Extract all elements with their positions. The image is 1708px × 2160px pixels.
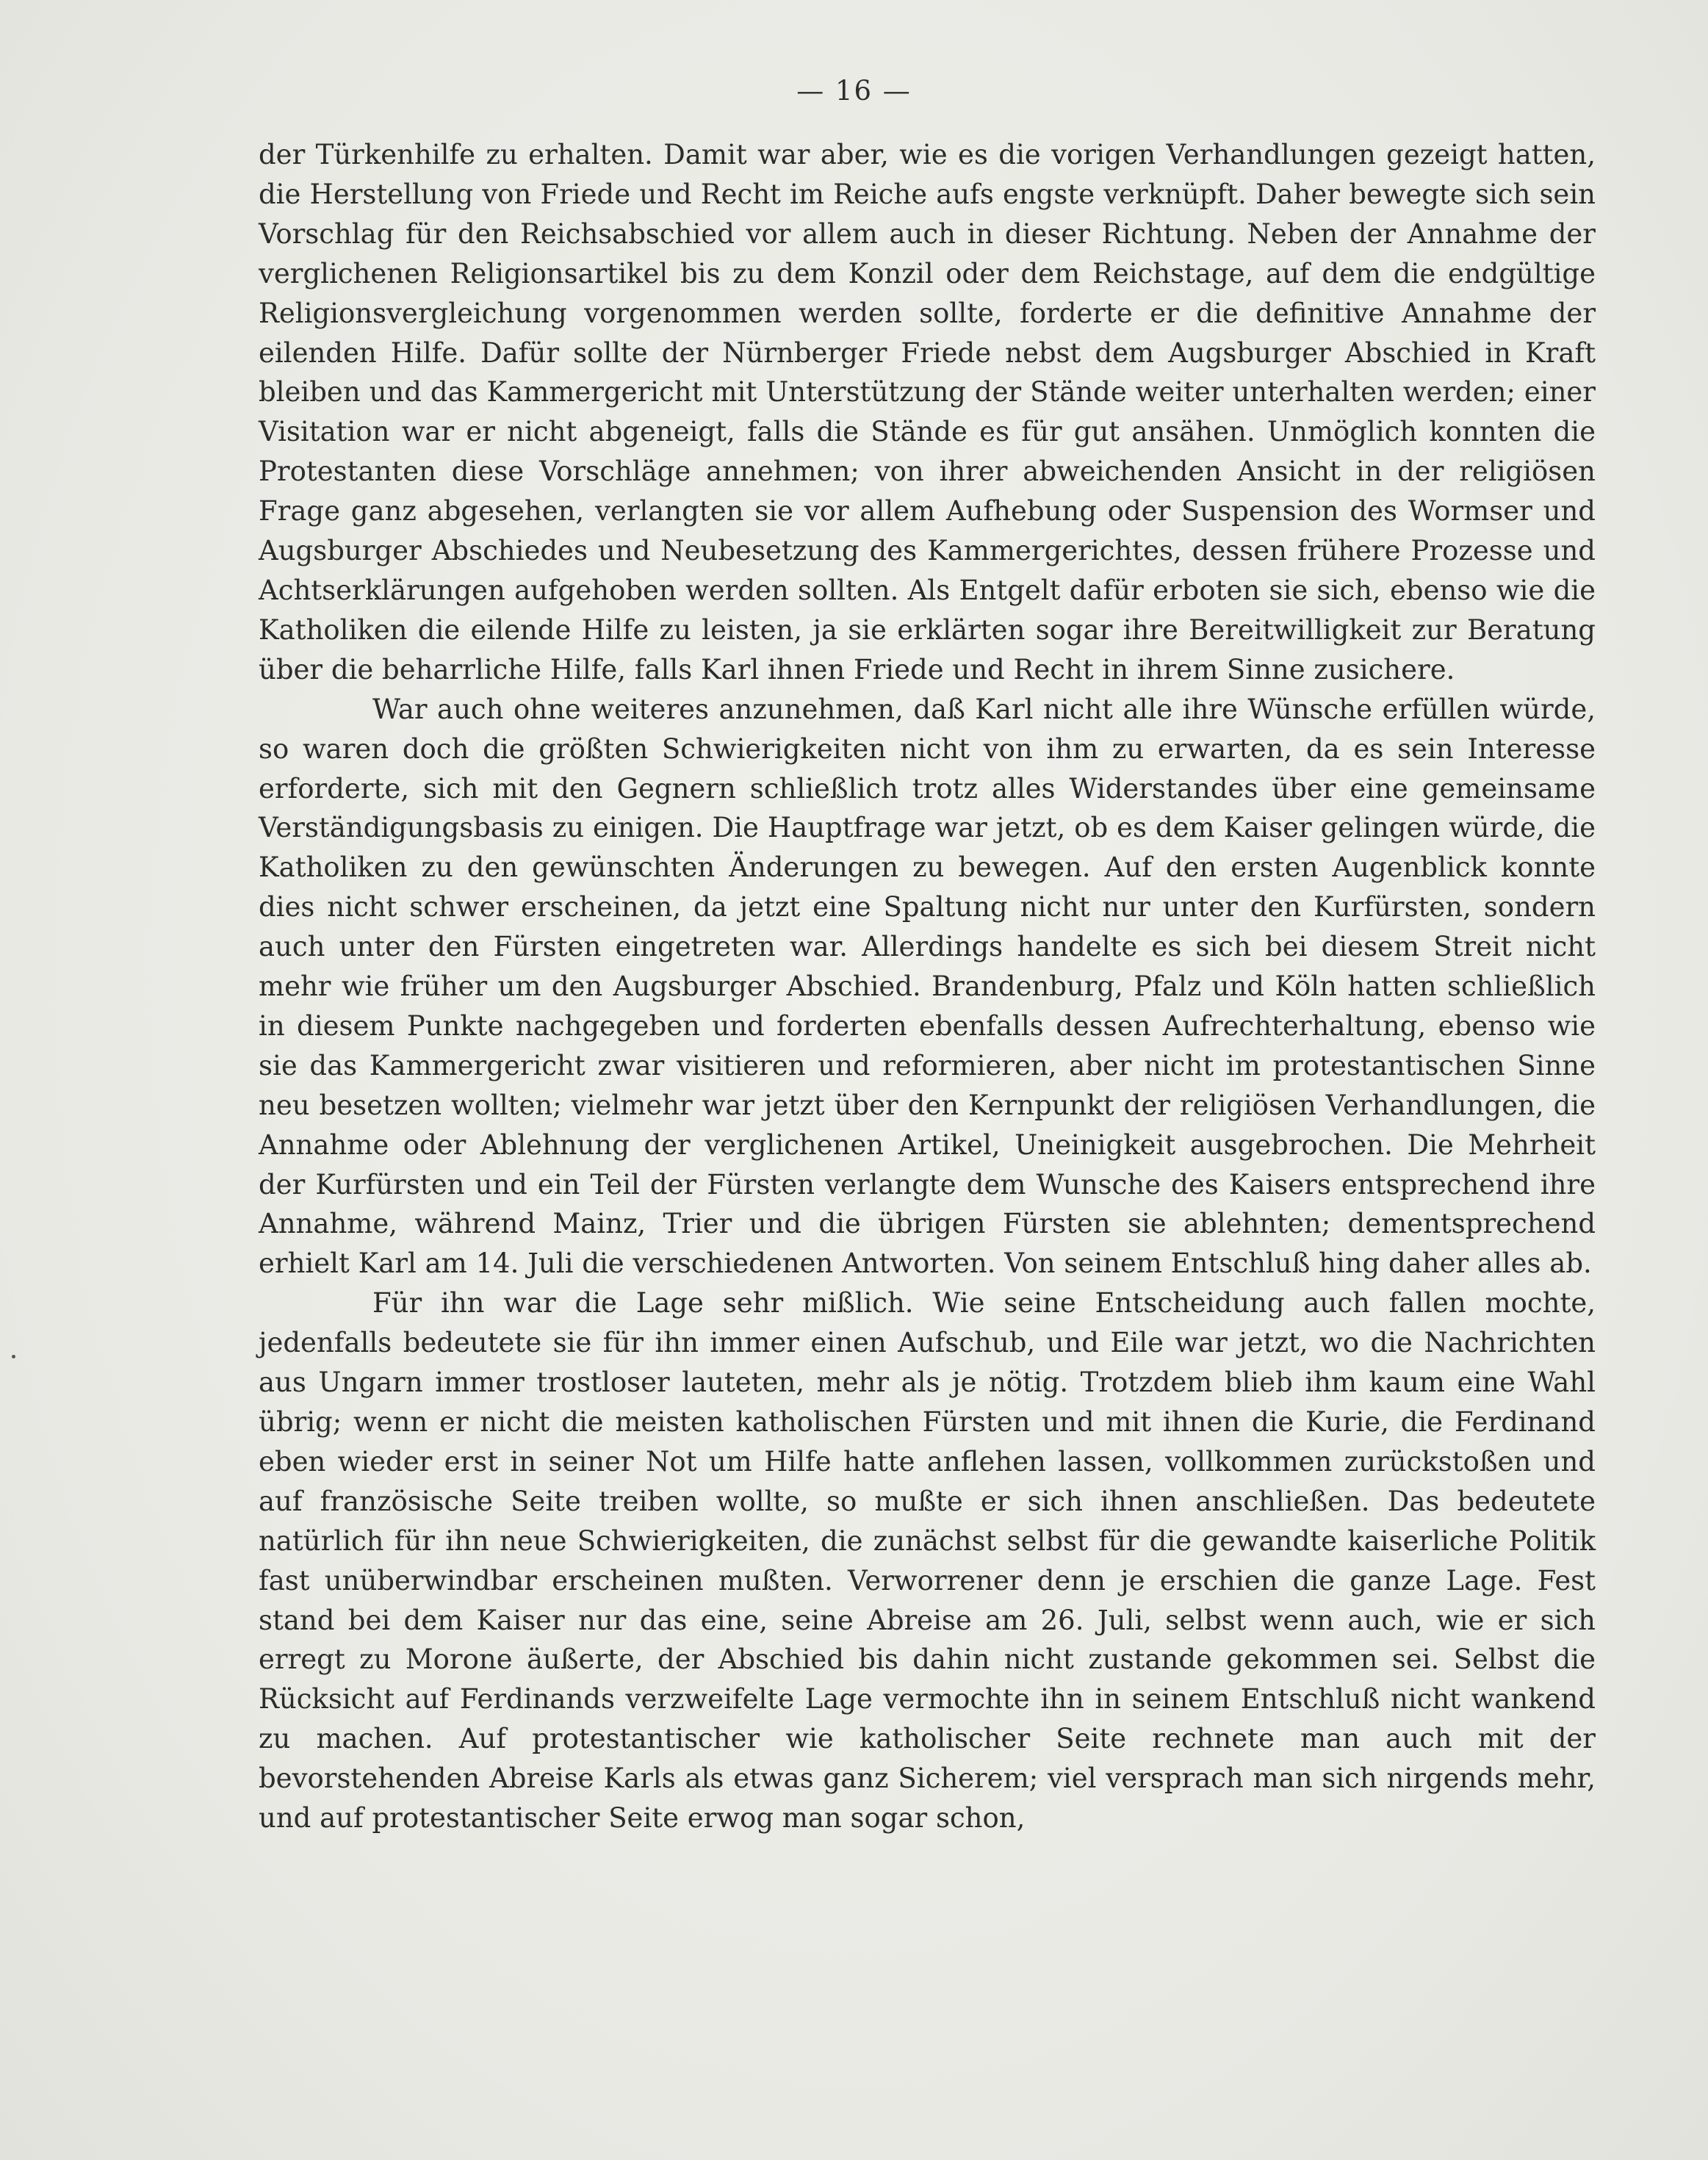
- page-number: — 16 —: [796, 75, 912, 107]
- paragraph-2: War auch ohne weiteres anzunehmen, daß Karl nicht alle ihre Wünsche erfüllen würde, so waren doch die größten Schwierigkeiten nicht von ihm zu erwarten, da es sein Interesse erforderte, sich mit den Gegnern schließlich trotz alles Widerstandes über eine gemeinsame Verständigungsbasis zu einigen. Die Hauptfrage war jetzt, ob es dem Kaiser gelingen würde, die Katholiken zu den gewünschten Änderungen zu bewegen. Auf den ersten Augenblick konnte dies nicht schwer erscheinen, da jetzt eine Spaltung nicht nur unter den Kurfürsten, sondern auch unter den Fürsten eingetreten war. Allerdings handelte es sich bei diesem Streit nicht mehr wie früher um den Augsburger Abschied. Brandenburg, Pfalz und Köln hatten schließlich in diesem Punkte nachgegeben und forderten ebenfalls dessen Aufrechterhaltung, ebenso wie sie das Kammergericht zwar visitieren und reformieren, aber nicht im protestantischen Sinne neu besetzen wollten; vielmehr war jetzt über den Kernpunkt der religiösen Verhandlungen, die Annahme oder Ablehnung der verglichenen Artikel, Uneinigkeit ausgebrochen. Die Mehrheit der Kurfürsten und ein Teil der Fürsten verlangte dem Wunsche des Kaisers entsprechend ihre Annahme, während Mainz, Trier und die übrigen Fürsten sie ablehnten; dementsprechend erhielt Karl am 14. Juli die verschiedenen Antworten. Von seinem Entschluß hing daher alles ab.: [259, 693, 1596, 1280]
- paragraph-3: Für ihn war die Lage sehr mißlich. Wie seine Entscheidung auch fallen mochte, jedenfalls bedeutete sie für ihn immer einen Aufschub, und Eile war jetzt, wo die Nachrichten aus Ungarn immer trostloser lauteten, mehr als je nötig. Trotzdem blieb ihm kaum eine Wahl übrig; wenn er nicht die meisten katholischen Fürsten und mit ihnen die Kurie, die Ferdinand eben wieder erst in seiner Not um Hilfe hatte anflehen lassen, vollkommen zurückstoßen und auf französische Seite treiben wollte, so mußte er sich ihnen anschließen. Das bedeutete natürlich für ihn neue Schwierigkeiten, die zunächst selbst für die gewandte kaiserliche Politik fast unüberwindbar erscheinen mußten. Verworrener denn je erschien die ganze Lage. Fest stand bei dem Kaiser nur das eine, seine Abreise am 26. Juli, selbst wenn auch, wie er sich erregt zu Morone äußerte, der Abschied bis dahin nicht zustande gekommen sei. Selbst die Rücksicht auf Ferdinands verzweifelte Lage vermochte ihn in seinem Entschluß nicht wankend zu machen. Auf protestantischer wie katholischer Seite rechnete man auch mit der bevorstehenden Abreise Karls als etwas ganz Sicherem; viel versprach man sich nirgends mehr, und auf protestantischer Seite erwog man sogar schon,: [259, 1287, 1596, 1835]
- body-text: [259, 135, 1596, 1838]
- paragraph-1: der Türkenhilfe zu erhalten. Damit war aber, wie es die vorigen Verhandlungen gezeigt hatten, die Herstellung von Friede und Recht im Reiche aufs engste verknüpft. Daher bewegte sich sein Vorschlag für den Reichsabschied vor allem auch in dieser Richtung. Neben der Annahme der verglichenen Religionsartikel bis zu dem Konzil oder dem Reichstage, auf dem die endgültige Religionsvergleichung vorgenommen werden sollte, forderte er die definitive Annahme der eilenden Hilfe. Dafür sollte der Nürnberger Friede nebst dem Augsburger Abschied in Kraft bleiben und das Kammergericht mit Unterstützung der Stände weiter unterhalten werden; einer Visitation war er nicht abgeneigt, falls die Stände es für gut ansähen. Unmöglich konnten die Protestanten diese Vorschläge annehmen; von ihrer abweichenden Ansicht in der religiösen Frage ganz abgesehen, verlangten sie vor allem Aufhebung oder Suspension des Wormser und Augsburger Abschiedes und Neubesetzung des Kammergerichtes, dessen frühere Prozesse und Achtserklärungen aufgehoben werden sollten. Als Entgelt dafür erboten sie sich, ebenso wie die Katholiken die eilende Hilfe zu leisten, ja sie erklärten sogar ihre Bereitwilligkeit zur Beratung über die beharrliche Hilfe, falls Karl ihnen Friede und Recht in ihrem Sinne zusichere.: [259, 139, 1596, 685]
- scan-speck: [12, 1355, 15, 1358]
